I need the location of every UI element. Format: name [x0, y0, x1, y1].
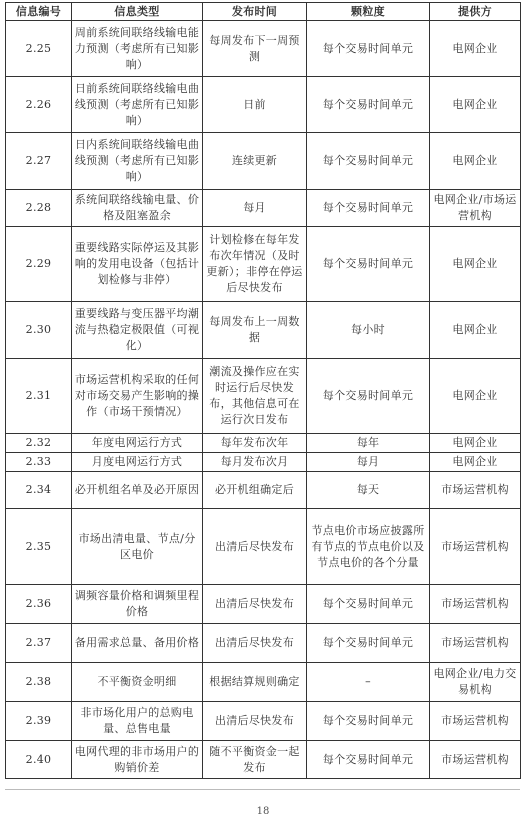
cell-info-id: 2.39: [6, 702, 72, 741]
cell-info-type: 备用需求总量、备用价格: [72, 624, 203, 663]
cell-granularity: 每天: [307, 472, 430, 509]
cell-info-id: 2.30: [6, 302, 72, 359]
cell-release-time: 必开机组确定后: [203, 472, 307, 509]
cell-release-time: 每周发布上一周数据: [203, 302, 307, 359]
cell-provider: 电网企业/电力交易机构: [430, 663, 521, 702]
cell-release-time: 出清后尽快发布: [203, 624, 307, 663]
cell-release-time: 每月: [203, 190, 307, 227]
info-disclosure-table: [5, 2, 521, 779]
table-row: [6, 453, 521, 472]
table-row: [6, 227, 521, 302]
cell-granularity: 每个交易时间单元: [307, 227, 430, 302]
cell-provider: 电网企业: [430, 227, 521, 302]
cell-info-type: 日内系统间联络线输电曲线预测（考虑所有已知影响）: [72, 133, 203, 190]
cell-release-time: 随不平衡资金一起发布: [203, 741, 307, 779]
cell-info-id: 2.37: [6, 624, 72, 663]
cell-release-time: 连续更新: [203, 133, 307, 190]
cell-granularity: 每个交易时间单元: [307, 702, 430, 741]
cell-release-time: 每年发布次年: [203, 434, 307, 453]
cell-granularity: 每个交易时间单元: [307, 359, 430, 434]
table-row: [6, 359, 521, 434]
cell-granularity: 节点电价市场应披露所有节点的节点电价以及节点电价的各个分量: [307, 509, 430, 585]
cell-granularity: 每小时: [307, 302, 430, 359]
table-row: [6, 472, 521, 509]
cell-info-id: 2.40: [6, 741, 72, 779]
cell-info-type: 调频容量价格和调频里程价格: [72, 585, 203, 624]
cell-granularity: 每个交易时间单元: [307, 585, 430, 624]
table-row: [6, 585, 521, 624]
footer-divider: [5, 789, 520, 790]
cell-provider: 市场运营机构: [430, 702, 521, 741]
cell-info-id: 2.26: [6, 77, 72, 133]
cell-release-time: 出清后尽快发布: [203, 585, 307, 624]
table-row: [6, 302, 521, 359]
cell-granularity: 每月: [307, 453, 430, 472]
cell-release-time: 出清后尽快发布: [203, 509, 307, 585]
cell-provider: 电网企业: [430, 77, 521, 133]
cell-info-id: 2.32: [6, 434, 72, 453]
cell-release-time: 日前: [203, 77, 307, 133]
cell-info-type: 重要线路实际停运及其影响的发用电设备（包括计划检修与非停）: [72, 227, 203, 302]
header-info-id: 信息编号: [6, 3, 72, 21]
cell-info-type: 周前系统间联络线输电能力预测（考虑所有已知影响）: [72, 21, 203, 77]
cell-info-type: 电网代理的非市场用户的购销价差: [72, 741, 203, 779]
table-row: [6, 190, 521, 227]
cell-provider: 市场运营机构: [430, 741, 521, 779]
cell-info-type: 市场运营机构采取的任何对市场交易产生影响的操作（市场干预情况）: [72, 359, 203, 434]
cell-info-id: 2.29: [6, 227, 72, 302]
cell-info-id: 2.25: [6, 21, 72, 77]
cell-granularity: 每个交易时间单元: [307, 77, 430, 133]
cell-provider: 电网企业/市场运营机构: [430, 190, 521, 227]
table-row: [6, 741, 521, 779]
cell-release-time: 根据结算规则确定: [203, 663, 307, 702]
cell-info-type: 月度电网运行方式: [72, 453, 203, 472]
cell-release-time: 计划检修在每年发布次年情况（及时更新）；非停在停运后尽快发布: [203, 227, 307, 302]
cell-granularity: –: [307, 663, 430, 702]
table-row: [6, 77, 521, 133]
cell-info-type: 市场出清电量、节点/分区电价: [72, 509, 203, 585]
cell-release-time: 每月发布次月: [203, 453, 307, 472]
cell-granularity: 每个交易时间单元: [307, 133, 430, 190]
cell-info-id: 2.27: [6, 133, 72, 190]
cell-info-type: 非市场化用户的总购电量、总售电量: [72, 702, 203, 741]
header-info-type: 信息类型: [72, 3, 203, 21]
cell-provider: 电网企业: [430, 302, 521, 359]
table-row: [6, 21, 521, 77]
cell-provider: 市场运营机构: [430, 472, 521, 509]
cell-info-id: 2.35: [6, 509, 72, 585]
cell-provider: 电网企业: [430, 453, 521, 472]
cell-info-type: 不平衡资金明细: [72, 663, 203, 702]
cell-release-time: 出清后尽快发布: [203, 702, 307, 741]
cell-granularity: 每个交易时间单元: [307, 741, 430, 779]
cell-granularity: 每年: [307, 434, 430, 453]
table-row: [6, 624, 521, 663]
table-row: [6, 509, 521, 585]
cell-release-time: 每周发布下一周预测: [203, 21, 307, 77]
table-row: [6, 434, 521, 453]
cell-granularity: 每个交易时间单元: [307, 624, 430, 663]
cell-info-id: 2.33: [6, 453, 72, 472]
cell-info-id: 2.36: [6, 585, 72, 624]
table-row: [6, 702, 521, 741]
cell-info-id: 2.31: [6, 359, 72, 434]
cell-info-id: 2.38: [6, 663, 72, 702]
cell-info-type: 必开机组名单及必开原因: [72, 472, 203, 509]
cell-granularity: 每个交易时间单元: [307, 190, 430, 227]
table-row: [6, 663, 521, 702]
cell-provider: 电网企业: [430, 21, 521, 77]
cell-provider: 电网企业: [430, 133, 521, 190]
header-provider: 提供方: [430, 3, 521, 21]
cell-info-type: 日前系统间联络线输电曲线预测（考虑所有已知影响）: [72, 77, 203, 133]
cell-info-type: 重要线路与变压器平均潮流与热稳定极限值（可视化）: [72, 302, 203, 359]
cell-provider: 市场运营机构: [430, 624, 521, 663]
cell-provider: 电网企业: [430, 434, 521, 453]
cell-info-id: 2.34: [6, 472, 72, 509]
page-number: 18: [256, 806, 270, 817]
cell-info-type: 系统间联络线输电量、价格及阻塞盈余: [72, 190, 203, 227]
cell-provider: 市场运营机构: [430, 585, 521, 624]
cell-info-id: 2.28: [6, 190, 72, 227]
cell-granularity: 每个交易时间单元: [307, 21, 430, 77]
table-row: [6, 133, 521, 190]
table-header-row: [6, 3, 521, 21]
cell-info-type: 年度电网运行方式: [72, 434, 203, 453]
header-granularity: 颗粒度: [307, 3, 430, 21]
cell-provider: 市场运营机构: [430, 509, 521, 585]
cell-provider: 电网企业: [430, 359, 521, 434]
header-release-time: 发布时间: [203, 3, 307, 21]
cell-release-time: 潮流及操作应在实时运行后尽快发布，其他信息可在运行次日发布: [203, 359, 307, 434]
